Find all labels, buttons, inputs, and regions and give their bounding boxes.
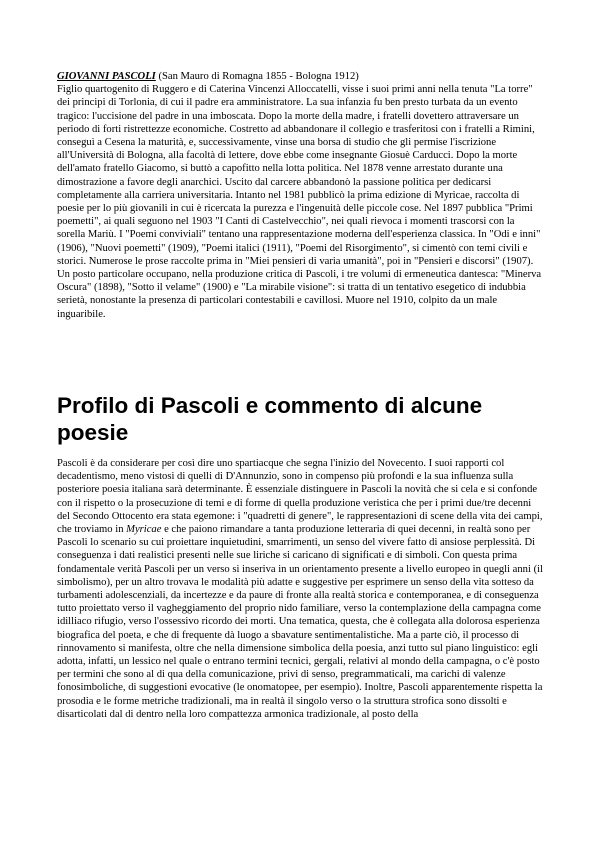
essay-text-part2: e che paiono rimandare a tanta produzione letteraria di quei decenni, in realtà sono per Pascoli lo scenario su cui proiettare inquietudini, smarrimenti, un senso del vivere fatto di ansiose perplessità. Di conseguenza i dati realistici presenti nelle sue liriche si caricano di significati e di simboli. Con questa prima fondamentale verità Pascoli per un verso si inseriva in un orientamento presente a livello europeo in quegli anni (il simbolismo), per un altro trovava le modalità più adatte e suggestive per esprimere un senso della vita sotteso da turbamenti adolescenziali, da incertezze e da paure di fronte alla realtà storica e contemporanea, e di conseguenza tutto proiettato verso il vagheggiamento del proprio nido familiare, verso la contemplazione della campagna come idilliaco rifugio, verso l'ossessivo ricordo dei morti. Una tematica, questa, che è collegata alla dolorosa esperienza biografica del poeta, e che di frequente dà luogo a sbavature sentimentalistiche. Ma a parte ciò, il processo di rinnovamento si manifesta, oltre che nella dimensione simbolica della poesia, anzi tutto sul piano linguistico: egli adotta, infatti, un lessico nel quale o entrano termini tecnici, gergali, relativi al mondo della campagna, o c'è posto per termini che sono al di qua della comunicazione, privi di senso, pregrammaticali, ma carichi di valenze fonosimboliche, di suggestioni evocative (le onomatopee, per esempio). Inoltre, Pascoli apparentemente rispetta la prosodia e le forme metriche tradizionali, ma in realtà il singolo verso o la struttura strofica sono dissolti e disarticolati dal di dentro nella loro compattezza armonica tradizionale, al posto della [57,524,543,720]
essay-paragraph [57,457,543,721]
author-name: GIOVANNI PASCOLI [57,71,156,82]
author-dates: (San Mauro di Romagna 1855 - Bologna 1912) [155,71,359,82]
biography-text: Figlio quartogenito di Ruggero e di Caterina Vincenzi Alloccatelli, visse i suoi primi anni nella tenuta "La torre" dei principi di Torlonia, di cui il padre era amministratore. La sua infanzia fu ben presto turbata da un evento tragico: l'uccisione del padre in una imboscata. Dopo la morte della madre, i fratelli dovettero attraversare un periodo di forti ristrettezze economiche. Costretto ad abbandonare il collegio e trasferitosi con i fratelli a Rimini, conseguì a Cesena la maturità, e, successivamente, vinse una borsa di studio che gli permise l'iscrizione all'Università di Bologna, alla facoltà di lettere, dove ebbe come insegnante Giosuè Carducci. Dopo la morte dell'amato fratello Giacomo, si buttò a capofitto nella lotta politica. Nel 1878 venne arrestato durante una dimostrazione a favore degli anarchici. Uscito dal carcere abbandonò la passione politica per dedicarsi completamente alla carriera universitaria. Intanto nel 1981 pubblicò la prima edizione di Myricae, raccolta di poesie per lo più giovanili in cui è ricercata la purezza e l'ingenuità delle piccole cose. Nel 1897 pubblica "Primi poemetti", ai quali seguono nel 1903 "I Canti di Castelvecchio", nei quali rievoca i momenti trascorsi con la sorella Mariù. I "Poemi conviviali" tentano una rappresentazione moderna dell'esperienza classica. In "Odi e inni" (1906), "Nuovi poemetti" (1909), "Poemi italici (1911), "Poemi del Risorgimento", si cimentò con temi civili e storici. Numerose le prose raccolte prima in "Miei pensieri di varia umanità", poi in "Pensieri e discorsi" (1907). Un posto particolare occupano, nella produzione critica di Pascoli, i tre volumi di ermeneutica dantesca: "Minerva Oscura" (1898), "Sotto il velame" (1900) e "La mirabile visione": si tratta di un tentativo esegetico di indubbia serietà, nonostante la presenza di particolari contestabili e cavillosi. Muore nel 1910, colpito da un male inguaribile. [57,84,542,320]
biography-paragraph [57,70,543,321]
section-title: Profilo di Pascoli e commento di alcune poesie [57,393,483,445]
essay-block [57,457,543,721]
essay-text-part1: Pascoli è da considerare per così dire uno spartiacque che segna l'inizio del Novecento. I suoi rapporti col decadentismo, meno vistosi di quelli di D'Annunzio, sono in compenso più profondi e la sua influenza sulla posteriore poesia italiana sarà determinante. È essenziale distinguere in Pascoli la novità che si cela e si confonde con il rispetto o la prosecuzione di temi e di forme di quella produzione veristica che per i primi due/tre decenni del Secondo Ottocento era stata egemone: i "quadretti di genere", le rappresentazioni di scene della vita dei campi, che troviamo in [57,458,543,536]
biography-block [57,70,543,321]
myricae-title: Myricae [126,524,162,536]
